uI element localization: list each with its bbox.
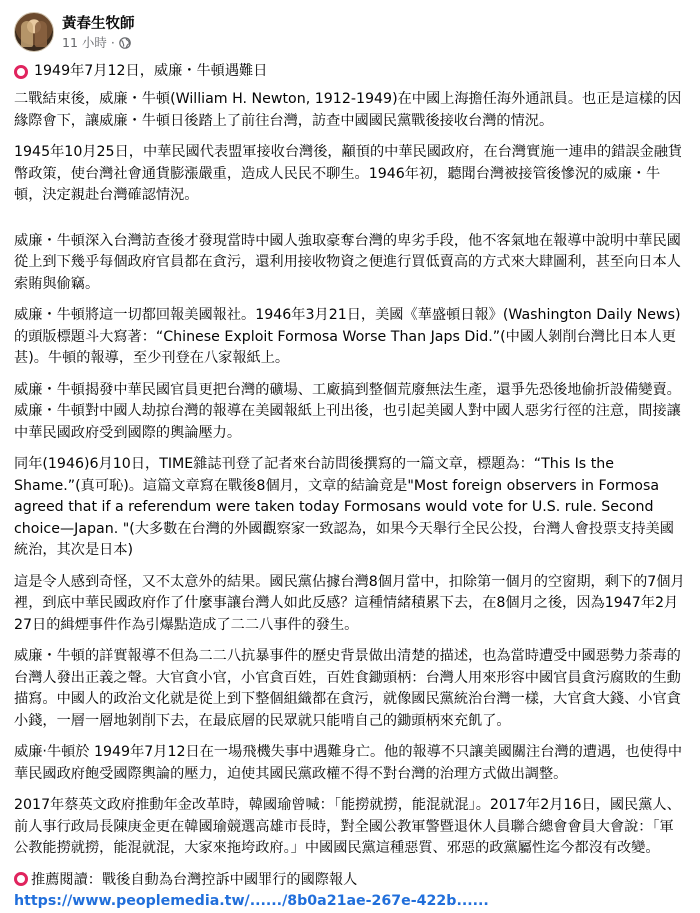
post-time[interactable]: 11 小時 xyxy=(62,34,107,50)
paragraph: 1945年10月25日，中華民國代表盟軍接收台灣後，顢頇的中華民國政府，在台灣實施一連串的錯誤金融貨幣政策，使台灣社會通貨膨漲嚴重，造成人民民不聊生。1946年初，聽聞台灣被接管後慘況的威廉・牛頓，決定親赴台灣確認情況。 xyxy=(14,144,683,203)
paragraph: 威廉・牛頓揭發中華民國官員更把台灣的礦場、工廠搞到整個荒廢無法生產，還爭先恐後地偷折設備變賣。威廉・牛頓對中國人劫掠台灣的報導在美國報紙上刊出後，也引起美國人對中國人惡劣行徑的注意，間接讓中華民國政府受到國際的輿論壓力。 xyxy=(14,381,681,441)
blank-line xyxy=(14,217,686,231)
paragraph: 威廉・牛頓深入台灣訪查後才發現當時中國人強取豪奪台灣的卑劣手段，他不客氣地在報導中說明中華民國從上到下幾乎每個政府官員都在貪污，還利用接收物資之便進行買低賣高的方式來大肆圖利，甚至向日本人索賄與偷竊。 xyxy=(14,232,681,292)
author-avatar[interactable] xyxy=(14,12,54,52)
avatar-figure-left xyxy=(21,21,33,47)
red-circle-icon xyxy=(14,872,28,886)
avatar-figure-right xyxy=(35,21,47,47)
paragraph: 二戰結束後，威廉・牛頓(William H. Newton, 1912-1949)在中國上海擔任海外通訊員。也正是這樣的因緣際會下，讓威廉・牛頓日後踏上了前往台灣，訪查中國國民黨戰後接收台灣的情況。 xyxy=(14,91,682,129)
paragraph: 這是令人感到奇怪，又不太意外的結果。國民黨佔據台灣8個月當中，扣除第一個月的空窗期，剩下的7個月裡，到底中華民國政府作了什麼事讓台灣人如此反感？這種情緒積累下去，在8個月之後，因為1947年2月27日的緝煙事件作為引爆點造成了二二八事件的發生。 xyxy=(14,573,685,633)
post-title: 1949年7月12日，威廉・牛頓遇難日 xyxy=(34,63,268,80)
paragraph: 威廉・牛頓將這一切都回報美國報社。1946年3月21日，美國《華盛頓日報》(Washington Daily News)的頭版標題斗大寫著：“Chinese Exploit Formosa Worse Than Japs Did.”(中國人剝削台灣比日本人更甚)。牛頓的報導，至少刊登在八家報紙上。 xyxy=(14,307,681,366)
post-subline xyxy=(62,35,135,51)
article-link[interactable]: https://www.peoplemedia.tw/....../8b0a21ae-267e-422b...... xyxy=(14,893,489,909)
post-meta xyxy=(62,14,135,51)
paragraph: 威廉‧牛頓於 1949年7月12日在一場飛機失事中遇難身亡。他的報導不只讓美國關注台灣的遭遇，也使得中華民國政府飽受國際輿論的壓力，迫使其國民黨政權不得不對台灣的治理方式做出調整。 xyxy=(14,744,683,782)
author-name[interactable]: 黃春生牧師 xyxy=(62,15,135,32)
post-body xyxy=(14,60,686,913)
recommended-label: 推薦閱讀：戰後自動為台灣控訴中國罪行的國際報人 xyxy=(31,871,358,888)
red-circle-icon xyxy=(14,65,28,79)
separator-dot: · xyxy=(110,34,115,50)
paragraph: 威廉・牛頓的詳實報導不但為二二八抗暴事件的歷史背景做出清楚的描述，也為當時遭受中國惡勢力荼毒的台灣人發出正義之聲。大官貪小官，小官貪百姓，百姓食鋤頭柄：台灣人用來形容中國官員貪污腐敗的生動描寫。中國人的政治文化就是從上到下整個組織都在貪污，就像國民黨統治台灣一樣，大官貪大錢、小官貪小錢，一層一層地剝削下去，在最底層的民眾就只能啃自己的鋤頭柄來充飢了。 xyxy=(14,648,681,729)
recommended-reading xyxy=(14,870,686,913)
paragraph: 同年(1946)6月10日，TIME雜誌刊登了記者來台訪問後撰寫的一篇文章，標題為：“This Is the Shame.”(真可恥)。這篇文章寫在戰後8個月，文章的結論竟是"Most foreign observers in Formosa agreed that if a referendum were taken today Formosans would vote for U.S. rule. Second choice—Japan. "(大多數在台灣的外國觀察家一致認為，如果今天舉行全民公投，台灣人會投票支持美國統治，其次是日本) xyxy=(14,456,674,558)
post-header xyxy=(14,0,686,60)
post-title-line xyxy=(14,60,686,84)
paragraph: 2017年蔡英文政府推動年金改革時，韓國瑜曾喊：「能撈就撈，能混就混」。2017年2月16日，國民黨人、前人事行政局長陳庚金更在韓國瑜競選高雄市長時，對全國公教軍警暨退休人員聯合總會會員大會說：「軍公教能撈就撈，能混就混，大家來拖垮政府。」中國國民黨這種惡質、邪惡的政黨屬性迄今都沒有改變。 xyxy=(14,797,681,856)
globe-icon[interactable] xyxy=(119,37,131,49)
